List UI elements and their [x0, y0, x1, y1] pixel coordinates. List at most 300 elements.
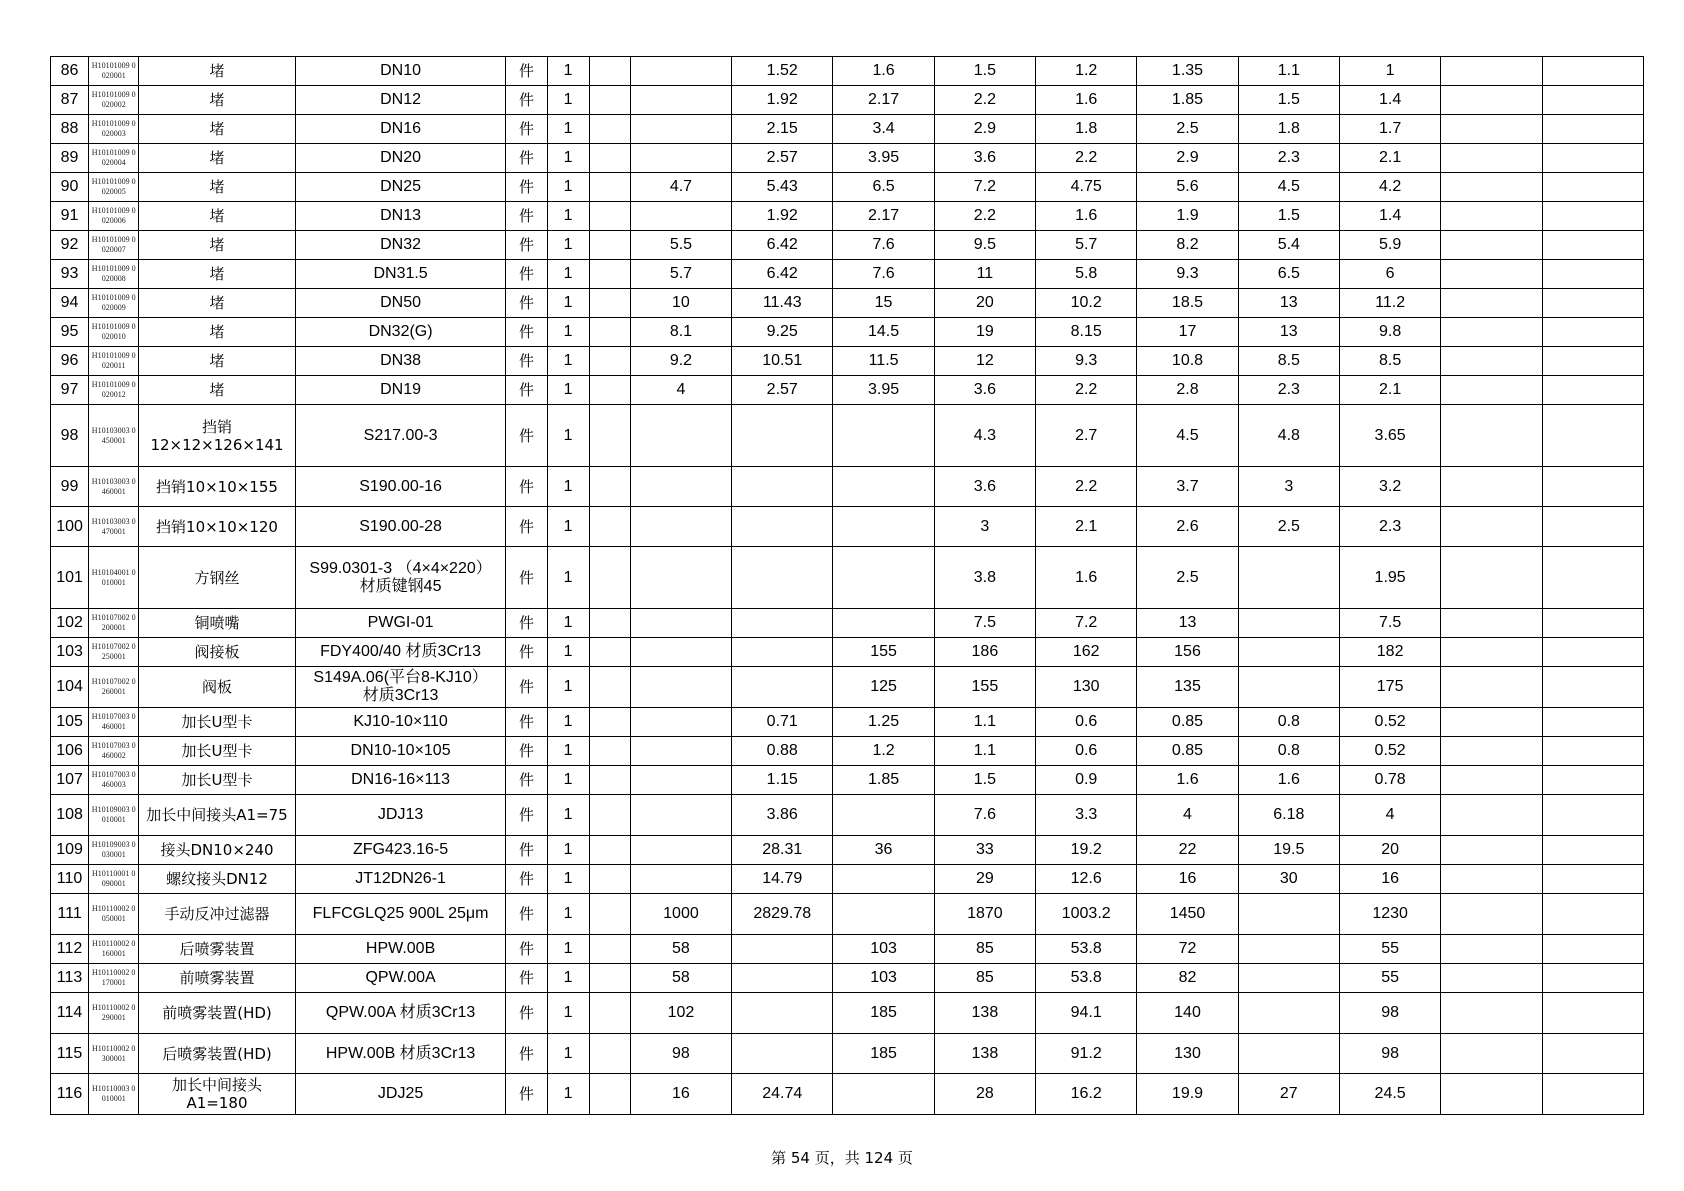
cell-col-9: 98	[1339, 993, 1440, 1034]
table-body	[51, 57, 1644, 1115]
cell-col-4: 1.6	[833, 57, 934, 86]
cell-col-3: 0.88	[732, 737, 833, 766]
cell-col-10	[1441, 836, 1542, 865]
cell-unit: 件	[506, 795, 547, 836]
cell-col-8: 5.4	[1238, 231, 1339, 260]
cell-col-11	[1542, 347, 1643, 376]
cell-col-7: 19.9	[1137, 1074, 1238, 1115]
cell-col-8: 1.1	[1238, 57, 1339, 86]
cell-col-5: 1.5	[934, 57, 1035, 86]
cell-col-3	[732, 935, 833, 964]
cell-specification: KJ10-10×110	[295, 708, 506, 737]
cell-col-1	[589, 795, 630, 836]
cell-material-code: H10103003 0450001	[89, 405, 139, 467]
cell-col-1	[589, 467, 630, 507]
cell-col-2: 4.7	[630, 173, 731, 202]
table-row	[51, 894, 1644, 935]
cell-col-5: 3.6	[934, 467, 1035, 507]
cell-material-code: H10109003 0010001	[89, 795, 139, 836]
cell-material-code: H10110001 0090001	[89, 865, 139, 894]
cell-col-8	[1238, 894, 1339, 935]
cell-col-5: 3.8	[934, 547, 1035, 609]
cell-unit: 件	[506, 836, 547, 865]
cell-unit: 件	[506, 57, 547, 86]
cell-material-code: H10109003 0030001	[89, 836, 139, 865]
cell-index: 98	[51, 405, 89, 467]
cell-col-8	[1238, 964, 1339, 993]
cell-col-8: 1.6	[1238, 766, 1339, 795]
cell-col-4: 36	[833, 836, 934, 865]
cell-index: 113	[51, 964, 89, 993]
cell-col-6: 1.8	[1036, 115, 1137, 144]
cell-col-3: 11.43	[732, 289, 833, 318]
cell-quantity: 1	[547, 935, 589, 964]
cell-col-1	[589, 766, 630, 795]
cell-col-10	[1441, 289, 1542, 318]
cell-material-code: H10101009 0020002	[89, 86, 139, 115]
cell-item-name: 阀接板	[139, 638, 295, 667]
table-row	[51, 115, 1644, 144]
cell-material-code: H10103003 0460001	[89, 467, 139, 507]
cell-material-code: H10101009 0020008	[89, 260, 139, 289]
cell-col-6: 2.2	[1036, 467, 1137, 507]
cell-col-2	[630, 405, 731, 467]
cell-col-8	[1238, 609, 1339, 638]
cell-col-8: 27	[1238, 1074, 1339, 1115]
table-row	[51, 405, 1644, 467]
cell-col-6: 2.7	[1036, 405, 1137, 467]
cell-col-2	[630, 766, 731, 795]
cell-col-4	[833, 1074, 934, 1115]
cell-col-4: 7.6	[833, 260, 934, 289]
cell-col-9: 3.65	[1339, 405, 1440, 467]
cell-col-2	[630, 865, 731, 894]
cell-col-5: 20	[934, 289, 1035, 318]
cell-item-name: 堵	[139, 260, 295, 289]
cell-col-3: 1.52	[732, 57, 833, 86]
table-row	[51, 1074, 1644, 1115]
cell-col-11	[1542, 795, 1643, 836]
cell-col-7: 0.85	[1137, 708, 1238, 737]
cell-quantity: 1	[547, 1034, 589, 1074]
cell-col-3: 3.86	[732, 795, 833, 836]
cell-item-name: 螺纹接头DN12	[139, 865, 295, 894]
cell-material-code: H10101009 0020010	[89, 318, 139, 347]
cell-col-8	[1238, 667, 1339, 708]
cell-col-3: 9.25	[732, 318, 833, 347]
cell-col-7: 4.5	[1137, 405, 1238, 467]
cell-col-11	[1542, 993, 1643, 1034]
cell-index: 114	[51, 993, 89, 1034]
cell-col-7: 0.85	[1137, 737, 1238, 766]
cell-col-8: 0.8	[1238, 737, 1339, 766]
cell-unit: 件	[506, 467, 547, 507]
cell-col-6: 91.2	[1036, 1034, 1137, 1074]
cell-col-5: 19	[934, 318, 1035, 347]
cell-col-4: 1.85	[833, 766, 934, 795]
cell-col-9: 20	[1339, 836, 1440, 865]
cell-col-11	[1542, 865, 1643, 894]
cell-col-2: 5.7	[630, 260, 731, 289]
cell-item-name: 加长中间接头A1=75	[139, 795, 295, 836]
cell-col-7: 17	[1137, 318, 1238, 347]
cell-col-6: 1.2	[1036, 57, 1137, 86]
cell-col-2	[630, 609, 731, 638]
cell-col-10	[1441, 609, 1542, 638]
cell-index: 107	[51, 766, 89, 795]
cell-col-3: 2.15	[732, 115, 833, 144]
cell-col-9: 55	[1339, 964, 1440, 993]
table-row	[51, 467, 1644, 507]
cell-col-10	[1441, 795, 1542, 836]
cell-specification: S190.00-16	[295, 467, 506, 507]
cell-quantity: 1	[547, 144, 589, 173]
cell-col-3	[732, 405, 833, 467]
cell-col-7: 3.7	[1137, 467, 1238, 507]
cell-col-10	[1441, 935, 1542, 964]
cell-index: 93	[51, 260, 89, 289]
cell-col-6: 5.8	[1036, 260, 1137, 289]
cell-col-3: 2829.78	[732, 894, 833, 935]
cell-item-name: 堵	[139, 376, 295, 405]
cell-item-name: 堵	[139, 347, 295, 376]
cell-col-10	[1441, 260, 1542, 289]
cell-col-6: 53.8	[1036, 935, 1137, 964]
cell-specification: JDJ13	[295, 795, 506, 836]
cell-col-5: 9.5	[934, 231, 1035, 260]
cell-col-1	[589, 667, 630, 708]
cell-specification: S149A.06(平台8-KJ10） 材质3Cr13	[295, 667, 506, 708]
cell-col-6: 2.1	[1036, 507, 1137, 547]
cell-col-6: 1.6	[1036, 547, 1137, 609]
cell-unit: 件	[506, 1034, 547, 1074]
cell-quantity: 1	[547, 57, 589, 86]
cell-col-6: 3.3	[1036, 795, 1137, 836]
cell-col-2	[630, 86, 731, 115]
cell-col-4: 15	[833, 289, 934, 318]
cell-col-6: 162	[1036, 638, 1137, 667]
cell-item-name: 阀板	[139, 667, 295, 708]
cell-col-5: 7.2	[934, 173, 1035, 202]
cell-col-1	[589, 638, 630, 667]
table-row	[51, 795, 1644, 836]
cell-col-8: 30	[1238, 865, 1339, 894]
cell-col-11	[1542, 115, 1643, 144]
cell-col-5: 3	[934, 507, 1035, 547]
cell-col-11	[1542, 173, 1643, 202]
cell-specification: JDJ25	[295, 1074, 506, 1115]
cell-col-10	[1441, 993, 1542, 1034]
cell-col-5: 138	[934, 1034, 1035, 1074]
cell-unit: 件	[506, 231, 547, 260]
cell-col-9: 7.5	[1339, 609, 1440, 638]
cell-col-9: 182	[1339, 638, 1440, 667]
cell-col-6: 19.2	[1036, 836, 1137, 865]
cell-col-10	[1441, 57, 1542, 86]
cell-col-2: 16	[630, 1074, 731, 1115]
cell-col-2	[630, 467, 731, 507]
cell-col-10	[1441, 865, 1542, 894]
cell-col-3: 24.74	[732, 1074, 833, 1115]
cell-col-11	[1542, 57, 1643, 86]
cell-col-1	[589, 609, 630, 638]
cell-item-name: 手动反冲过滤器	[139, 894, 295, 935]
cell-col-1	[589, 376, 630, 405]
cell-specification: DN25	[295, 173, 506, 202]
cell-unit: 件	[506, 609, 547, 638]
cell-specification: S217.00-3	[295, 405, 506, 467]
cell-col-1	[589, 708, 630, 737]
cell-col-4: 125	[833, 667, 934, 708]
cell-index: 108	[51, 795, 89, 836]
cell-col-10	[1441, 467, 1542, 507]
cell-col-3	[732, 667, 833, 708]
cell-col-7: 1.35	[1137, 57, 1238, 86]
cell-col-11	[1542, 318, 1643, 347]
cell-col-4	[833, 405, 934, 467]
cell-col-8	[1238, 935, 1339, 964]
cell-specification: DN50	[295, 289, 506, 318]
cell-col-3: 2.57	[732, 376, 833, 405]
cell-quantity: 1	[547, 289, 589, 318]
cell-col-11	[1542, 547, 1643, 609]
cell-col-5: 28	[934, 1074, 1035, 1115]
cell-col-1	[589, 507, 630, 547]
cell-col-5: 138	[934, 993, 1035, 1034]
cell-quantity: 1	[547, 507, 589, 547]
cell-col-6: 1.6	[1036, 86, 1137, 115]
cell-unit: 件	[506, 964, 547, 993]
cell-col-7: 82	[1137, 964, 1238, 993]
cell-col-2: 1000	[630, 894, 731, 935]
cell-col-1	[589, 1034, 630, 1074]
cell-material-code: H10107003 0460003	[89, 766, 139, 795]
cell-material-code: H10107003 0460001	[89, 708, 139, 737]
cell-col-1	[589, 173, 630, 202]
cell-col-7: 2.9	[1137, 144, 1238, 173]
cell-col-2	[630, 737, 731, 766]
cell-specification: FDY400/40 材质3Cr13	[295, 638, 506, 667]
cell-col-1	[589, 993, 630, 1034]
cell-col-5: 11	[934, 260, 1035, 289]
cell-col-6: 7.2	[1036, 609, 1137, 638]
cell-quantity: 1	[547, 260, 589, 289]
cell-material-code: H10110002 0290001	[89, 993, 139, 1034]
cell-col-9: 6	[1339, 260, 1440, 289]
cell-item-name: 后喷雾装置	[139, 935, 295, 964]
cell-col-1	[589, 144, 630, 173]
cell-material-code: H10101009 0020004	[89, 144, 139, 173]
cell-col-11	[1542, 467, 1643, 507]
cell-col-4: 2.17	[833, 86, 934, 115]
cell-col-7: 8.2	[1137, 231, 1238, 260]
cell-col-8: 3	[1238, 467, 1339, 507]
cell-col-5: 155	[934, 667, 1035, 708]
cell-index: 95	[51, 318, 89, 347]
cell-col-3: 2.57	[732, 144, 833, 173]
cell-col-10	[1441, 1034, 1542, 1074]
cell-specification: DN38	[295, 347, 506, 376]
cell-col-11	[1542, 667, 1643, 708]
cell-unit: 件	[506, 894, 547, 935]
cell-specification: DN10-10×105	[295, 737, 506, 766]
cell-col-8: 8.5	[1238, 347, 1339, 376]
cell-col-2	[630, 57, 731, 86]
cell-col-9: 11.2	[1339, 289, 1440, 318]
cell-col-5: 85	[934, 964, 1035, 993]
cell-col-8: 6.18	[1238, 795, 1339, 836]
cell-material-code: H10104001 0010001	[89, 547, 139, 609]
cell-col-4	[833, 547, 934, 609]
cell-col-8	[1238, 993, 1339, 1034]
cell-col-9: 1.4	[1339, 86, 1440, 115]
table-row	[51, 260, 1644, 289]
cell-unit: 件	[506, 547, 547, 609]
cell-quantity: 1	[547, 836, 589, 865]
cell-item-name: 加长U型卡	[139, 737, 295, 766]
cell-col-2	[630, 836, 731, 865]
cell-col-1	[589, 202, 630, 231]
cell-col-9: 8.5	[1339, 347, 1440, 376]
cell-index: 89	[51, 144, 89, 173]
table-row	[51, 667, 1644, 708]
cell-col-1	[589, 405, 630, 467]
cell-col-5: 85	[934, 935, 1035, 964]
cell-quantity: 1	[547, 467, 589, 507]
cell-col-9: 0.52	[1339, 737, 1440, 766]
cell-col-3: 5.43	[732, 173, 833, 202]
cell-quantity: 1	[547, 405, 589, 467]
cell-specification: DN20	[295, 144, 506, 173]
table-row	[51, 865, 1644, 894]
cell-col-7: 2.5	[1137, 115, 1238, 144]
cell-col-4: 1.2	[833, 737, 934, 766]
cell-col-11	[1542, 609, 1643, 638]
cell-item-name: 堵	[139, 289, 295, 318]
cell-quantity: 1	[547, 547, 589, 609]
table-row	[51, 347, 1644, 376]
cell-col-11	[1542, 708, 1643, 737]
cell-col-7: 10.8	[1137, 347, 1238, 376]
cell-index: 105	[51, 708, 89, 737]
cell-col-5: 2.2	[934, 202, 1035, 231]
cell-col-3: 0.71	[732, 708, 833, 737]
cell-col-9: 0.78	[1339, 766, 1440, 795]
cell-index: 115	[51, 1034, 89, 1074]
cell-col-10	[1441, 667, 1542, 708]
cell-col-2	[630, 708, 731, 737]
cell-col-11	[1542, 376, 1643, 405]
cell-material-code: H10101009 0020006	[89, 202, 139, 231]
cell-unit: 件	[506, 935, 547, 964]
cell-col-3	[732, 964, 833, 993]
cell-col-9: 24.5	[1339, 1074, 1440, 1115]
cell-col-5: 4.3	[934, 405, 1035, 467]
cell-col-1	[589, 865, 630, 894]
cell-col-10	[1441, 708, 1542, 737]
cell-col-6: 53.8	[1036, 964, 1137, 993]
cell-col-1	[589, 1074, 630, 1115]
page-footer: 第 54 页，共 124 页	[771, 1149, 913, 1167]
cell-col-10	[1441, 318, 1542, 347]
cell-col-10	[1441, 964, 1542, 993]
cell-col-3	[732, 507, 833, 547]
cell-col-9: 4.2	[1339, 173, 1440, 202]
cell-col-2: 5.5	[630, 231, 731, 260]
cell-col-2	[630, 115, 731, 144]
cell-index: 86	[51, 57, 89, 86]
cell-col-5: 2.9	[934, 115, 1035, 144]
table-row	[51, 836, 1644, 865]
cell-col-7: 5.6	[1137, 173, 1238, 202]
cell-specification: S190.00-28	[295, 507, 506, 547]
cell-index: 104	[51, 667, 89, 708]
cell-col-7: 1.6	[1137, 766, 1238, 795]
cell-col-4: 155	[833, 638, 934, 667]
cell-col-3	[732, 467, 833, 507]
cell-col-11	[1542, 202, 1643, 231]
cell-col-9: 1	[1339, 57, 1440, 86]
cell-unit: 件	[506, 507, 547, 547]
cell-specification: QPW.00A 材质3Cr13	[295, 993, 506, 1034]
cell-material-code: H10107002 0260001	[89, 667, 139, 708]
cell-col-8: 1.8	[1238, 115, 1339, 144]
cell-specification: DN32	[295, 231, 506, 260]
cell-item-name: 前喷雾装置(HD)	[139, 993, 295, 1034]
table-row	[51, 318, 1644, 347]
cell-quantity: 1	[547, 638, 589, 667]
cell-col-9: 9.8	[1339, 318, 1440, 347]
cell-index: 102	[51, 609, 89, 638]
cell-item-name: 加长U型卡	[139, 766, 295, 795]
cell-col-7: 135	[1137, 667, 1238, 708]
table-row	[51, 57, 1644, 86]
cell-col-10	[1441, 1074, 1542, 1115]
cell-col-5: 12	[934, 347, 1035, 376]
cell-col-7: 18.5	[1137, 289, 1238, 318]
cell-col-5: 3.6	[934, 144, 1035, 173]
cell-item-name: 挡销10×10×155	[139, 467, 295, 507]
cell-col-5: 2.2	[934, 86, 1035, 115]
cell-col-6: 1.6	[1036, 202, 1137, 231]
cell-col-11	[1542, 1074, 1643, 1115]
cell-index: 91	[51, 202, 89, 231]
cell-col-6: 94.1	[1036, 993, 1137, 1034]
cell-item-name: 堵	[139, 231, 295, 260]
cell-col-1	[589, 231, 630, 260]
parts-table	[50, 56, 1644, 1115]
cell-col-11	[1542, 144, 1643, 173]
cell-col-10	[1441, 144, 1542, 173]
cell-col-6: 10.2	[1036, 289, 1137, 318]
cell-col-4: 3.4	[833, 115, 934, 144]
cell-index: 87	[51, 86, 89, 115]
cell-col-4: 2.17	[833, 202, 934, 231]
cell-col-8: 2.3	[1238, 376, 1339, 405]
table-row	[51, 964, 1644, 993]
cell-col-8: 4.5	[1238, 173, 1339, 202]
cell-index: 109	[51, 836, 89, 865]
cell-item-name: 加长中间接头 A1=180	[139, 1074, 295, 1115]
cell-col-7: 1.85	[1137, 86, 1238, 115]
cell-specification: DN12	[295, 86, 506, 115]
cell-col-3: 1.92	[732, 202, 833, 231]
cell-index: 90	[51, 173, 89, 202]
cell-col-2: 4	[630, 376, 731, 405]
cell-unit: 件	[506, 289, 547, 318]
cell-col-11	[1542, 894, 1643, 935]
cell-unit: 件	[506, 1074, 547, 1115]
